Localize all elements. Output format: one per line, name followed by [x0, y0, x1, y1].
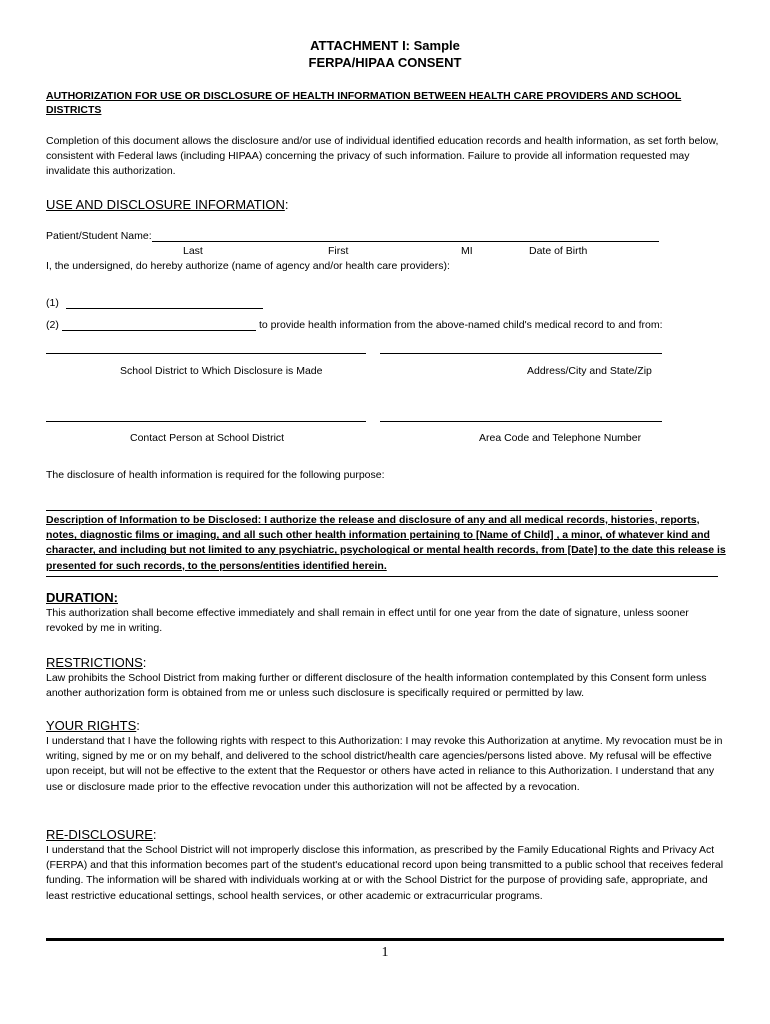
address-caption: Address/City and State/Zip: [527, 365, 652, 377]
provider-2-field[interactable]: [62, 330, 256, 331]
provide-health-info-text: to provide health information from the above-named child's medical record to and from:: [259, 319, 663, 331]
phone-field[interactable]: [380, 421, 662, 422]
middle-initial-caption: MI: [461, 245, 473, 257]
provider-1-field[interactable]: [66, 308, 263, 309]
authorize-statement: I, the undersigned, do hereby authorize (name of agency and/or health care providers):: [46, 260, 450, 272]
phone-caption: Area Code and Telephone Number: [479, 432, 642, 444]
first-name-caption: First: [328, 245, 349, 257]
redisclosure-text: I understand that the School District will not improperly disclose this information, as prescribed by the Family Educational Rights and Privacy Act (FERPA) and that this information becomes part of the student's educational record upon being transmitted to a public school that receives federal funding. The information will be shared with individuals working at or with the School District for the purpose of providing safe, appropriate, and least restrictive educational settings, school health services, or other academic or extracurricular programs.: [46, 844, 724, 902]
footer-rule: [46, 938, 724, 941]
school-district-field[interactable]: [46, 353, 366, 354]
redisclosure-heading-text: RE-DISCLOSURE: [46, 827, 153, 842]
description-of-information: Description of Information to be Disclosed: I authorize the release and disclosure of any and all medical records, histories, reports, notes, diagnostic films or imaging, and all such other health information pertaining to [Name of Child] , a minor, of whatever kind and character, and including but not limited to any psychiatric, psychological or mental health records, from [Date] to the date this release is presented for such records, to the persons/entities identified herein.: [46, 514, 726, 572]
address-field[interactable]: [380, 353, 662, 354]
patient-name-label: Patient/Student Name:: [46, 230, 152, 242]
rights-heading-text: YOUR RIGHTS: [46, 718, 137, 733]
intro-paragraph: Completion of this document allows the disclosure and/or use of individual identified education records and health information, as set forth below, consistent with Federal laws (including HIPAA) concerning the privacy of such information. Failure to provide all information requested may invalidate this authorization.: [46, 135, 719, 178]
restrictions-colon: :: [142, 655, 147, 670]
rights-text: I understand that I have the following rights with respect to this Authorization: I may revoke this Authorization at anytime. My revocation must be in writing, signed by me or on my behalf, and delivered to the school district/health care agencies/persons listed above. My refusal will be effective upon receipt, but will not be effective to the extent that the Requestor or others have acted in reliance to this Authorization. I understand that any use or disclosure made prior to the effective revocation under this authorization will not be affected by a revocation.: [46, 735, 723, 793]
purpose-field[interactable]: [46, 510, 652, 511]
authorization-subtitle: AUTHORIZATION FOR USE OR DISCLOSURE OF HEALTH INFORMATION BETWEEN HEALTH CARE PROVIDERS AND SCHOOL DISTRICTS: [46, 90, 682, 117]
use-disclosure-heading-text: USE AND DISCLOSURE INFORMATION: [46, 197, 285, 212]
description-rule: [46, 576, 718, 577]
provider-2-label: (2): [46, 319, 59, 331]
contact-person-field[interactable]: [46, 421, 366, 422]
rights-colon: :: [136, 718, 140, 733]
duration-text: This authorization shall become effective immediately and shall remain in effect until for one year from the date of signature, unless sooner revoked by me in writing.: [46, 607, 689, 635]
title-line-2: FERPA/HIPAA CONSENT: [308, 54, 462, 70]
heading-colon: :: [284, 197, 289, 212]
title-line-1: ATTACHMENT I: Sample: [310, 38, 460, 53]
date-of-birth-caption: Date of Birth: [529, 245, 588, 257]
page-number: 1: [381, 945, 389, 960]
provider-1-label: (1): [46, 297, 59, 309]
restrictions-heading-text: RESTRICTIONS: [46, 655, 143, 670]
purpose-prompt: The disclosure of health information is required for the following purpose:: [46, 469, 385, 481]
duration-heading-text: DURATION:: [46, 590, 118, 605]
use-disclosure-heading: [46, 196, 288, 215]
document-title: [0, 38, 770, 72]
last-name-caption: Last: [183, 245, 203, 257]
redisclosure-colon: :: [152, 827, 157, 842]
restrictions-text: Law prohibits the School District from making further or different disclosure of the health information contemplated by this Consent form unless another authorization form is obtained from me or unless such disclosure is specifically required or permitted by law.: [46, 672, 707, 700]
school-district-caption: School District to Which Disclosure is Made: [120, 365, 323, 377]
contact-person-caption: Contact Person at School District: [130, 432, 285, 444]
patient-name-field[interactable]: [152, 241, 659, 242]
